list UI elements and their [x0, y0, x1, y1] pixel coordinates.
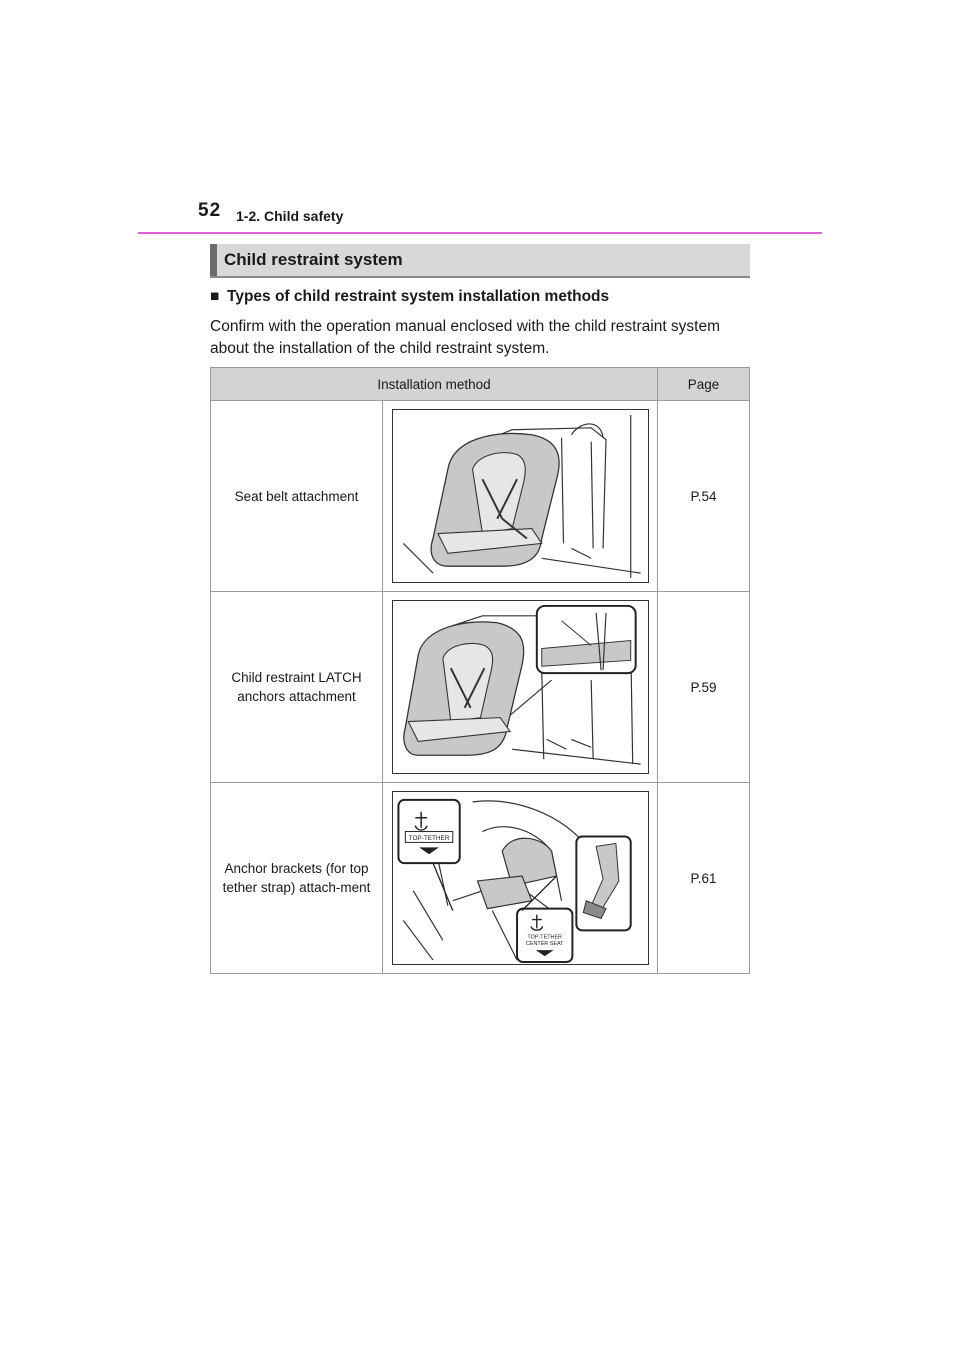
page-number: 52	[198, 200, 222, 221]
method-cell: Anchor brackets (for top tether strap) attach-ment	[211, 783, 383, 974]
top-tether-center-text-1: TOP-TETHER	[526, 934, 562, 941]
method-cell: Seat belt attachment	[211, 401, 383, 592]
table-row	[211, 401, 750, 592]
method-cell: Child restraint LATCH anchors attachment	[211, 592, 383, 783]
header-page: Page	[657, 368, 749, 401]
illustration-cell	[383, 783, 658, 974]
section-title: 1-2. Child safety	[236, 208, 344, 224]
illustration-cell	[383, 592, 658, 783]
top-tether-label-box	[398, 800, 459, 863]
header-installation-method: Installation method	[211, 368, 658, 401]
latch-detail-callout	[536, 606, 635, 673]
page-cell: P.61	[657, 783, 749, 974]
table-row	[211, 783, 750, 974]
table-row	[211, 592, 750, 783]
latch-anchors-illustration	[392, 600, 649, 774]
square-bullet-icon: ■	[210, 288, 220, 305]
anchor-brackets-illustration	[392, 791, 649, 965]
heading-accent-bar	[210, 244, 217, 276]
page-cell: P.59	[657, 592, 749, 783]
bracket-detail-callout	[576, 836, 630, 930]
top-tether-center-text-2: CENTER SEAT	[525, 941, 563, 948]
intro-paragraph: Confirm with the operation manual enclosed with the child restraint system about the installation of the child restraint system.	[210, 318, 721, 357]
table-header-row	[211, 368, 750, 401]
header-divider	[138, 232, 822, 234]
illustration-cell	[383, 401, 658, 592]
seat-belt-attachment-illustration	[392, 409, 649, 583]
subheading-text: Types of child restraint system installation methods	[227, 288, 610, 305]
subheading	[210, 288, 609, 306]
top-tether-text: TOP-TETHER	[408, 834, 449, 842]
top-tether-center-label-box	[517, 909, 572, 962]
heading-box	[210, 244, 750, 278]
page-cell: P.54	[657, 401, 749, 592]
installation-methods-table	[210, 367, 750, 974]
heading-title: Child restraint system	[224, 250, 403, 269]
